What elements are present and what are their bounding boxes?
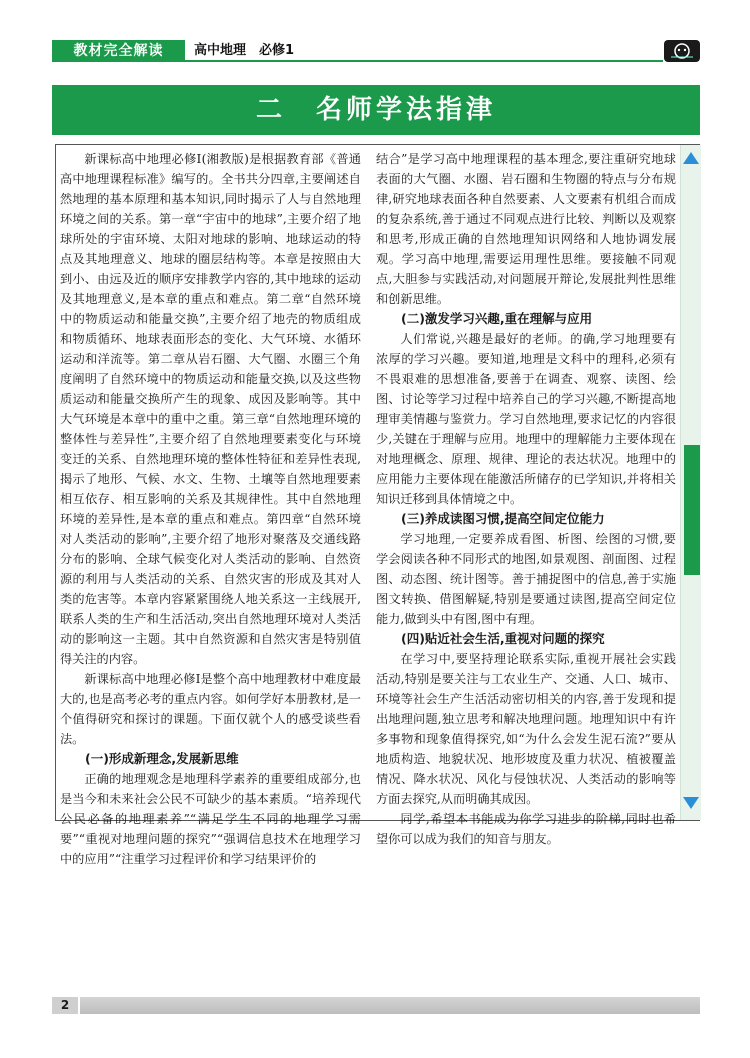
- paragraph: 在学习中,要坚持理论联系实际,重视开展社会实践活动,特别是要关注与工农业生产、交通、人口、城市、环境等社会生产生活活动密切相关的内容,善于发现和提出地理问题,独立思考和解决地理问题。地理知识中有许多事物和现象值得探究,如“为什么会发生泥石流?”要从地质构造、地貌状况、地形坡度及重力状况、植被覆盖情况、降水状况、风化与侵蚀状况、人类活动的影响等方面去探究,从而明确其成因。: [376, 652, 676, 806]
- bear-logo-icon: [668, 42, 696, 60]
- scroll-thumb[interactable]: [684, 445, 700, 575]
- paragraph: 新课标高中地理必修Ⅰ是整个高中地理教材中难度最大的,也是高考必考的重点内容。如何学好本册教材,是一个值得研究和探讨的课题。下面仅就个人的感受谈些看法。: [60, 672, 361, 746]
- paragraph: 正确的地理观念是地理科学素养的重要组成部分,也是当今和未来社会公民不可缺少的基本素质。“培养现代公民必备的地理素养”“满足学生不同的地理学习需要”“重视对地理问题的探究”“强调信息技术在地理学习中的应用”“注重学习过程评价和学习结果评价的: [60, 772, 361, 866]
- paragraph: 学习地理,一定要养成看图、析图、绘图的习惯,要学会阅读各种不同形式的地图,如景观图、剖面图、过程图、动态图、统计图等。善于捕捉图中的信息,善于实施图文转换、借图解疑,特别是要通过读图,提高空间定位能力,做到头中有图,图中有理。: [376, 532, 676, 626]
- paragraph: 人们常说,兴趣是最好的老师。的确,学习地理要有浓厚的学习兴趣。要知道,地理是文科中的理科,必须有不畏艰难的思想准备,要善于在调查、观察、读图、绘图、讨论等学习过程中培养自己的学习兴趣,不断提高地理审美情趣与鉴赏力。学习自然地理,要求记忆的内容很少,关键在于理解与应用。地理中的理解能力主要体现在对地理概念、原理、规律、理论的表达状况。地理中的应用能力主要体现在能激活所储存的已学知识,并将相关知识迁移到具体情境之中。: [376, 332, 676, 506]
- article-frame: [55, 144, 700, 866]
- section-title: 二 名师学法指津: [52, 85, 700, 135]
- subsection-heading: (三)养成读图习惯,提高空间定位能力: [401, 511, 605, 526]
- left-column: [60, 149, 361, 869]
- intro-paragraph: 新课标高中地理必修Ⅰ(湘教版)是根据教育部《普通高中地理课程标准》编写的。全书共分四章,主要阐述自然地理的基本原理和基本知识,同时揭示了人与自然地理环境之间的关系。第一章“宇宙中的地球”,主要介绍了地球所处的宇宙环境、太阳对地球的影响、地球运动的特点及其地理意义、地球的圈层结构等。本章是按照由大到小、由远及近的顺序安排教学内容的,其中地球的运动及其地理意义,是本章的重点和难点。第二章“自然环境中的物质运动和能量交换”,主要介绍了地壳的物质组成和物质循环、地球表面形态的变化、大气环境、水循环运动和洋流等。第二章从岩石圈、大气圈、水圈三个角度阐明了自然环境中的物质运动和能量交换,以及这些物质运动和能量交换所产生的现象、成因及影响等。其中大气环境是本章中的重中之重。第三章“自然地理环境的整体性与差异性”,主要介绍了自然地理要素变化与环境变迁的关系、自然地理环境的整体性特征和差异性表现,揭示了地形、气候、水文、生物、土壤等自然地理要素相互依存、相互影响的关系及其规律性。其中自然地理环境的差异性,是本章的重点和难点。第四章“自然环境对人类活动的影响”,主要介绍了地形对聚落及交通线路分布的影响、全球气候变化对人类活动的影响、自然资源的利用与人类活动的关系、自然灾害的形成及其对人类的危害等。本章内容紧紧围绕人地关系这一主线展开,联系人类的生产和生活活动,突出自然地理环境对人类活动的影响这一主题。其中自然资源和自然灾害是特别值得关注的内容。: [60, 152, 361, 666]
- page-number: 2: [52, 997, 78, 1014]
- triangle-down-icon: [682, 794, 700, 812]
- page-header: [52, 40, 700, 62]
- right-column: [376, 149, 676, 849]
- subsection-heading: (四)贴近社会生活,重视对问题的探究: [401, 631, 605, 646]
- header-subtitle: 高中地理 必修1: [194, 43, 295, 58]
- scrollbar[interactable]: [680, 145, 701, 820]
- scroll-down-button[interactable]: [682, 794, 700, 812]
- publisher-logo: [664, 40, 700, 62]
- header-tag: 教材完全解读: [52, 40, 185, 62]
- subsection-heading: (二)激发学习兴趣,重在理解与应用: [401, 311, 593, 326]
- paragraph: 同学,希望本书能成为你学习进步的阶梯,同时也希望你可以成为我们的知音与朋友。: [376, 812, 676, 846]
- triangle-up-icon: [682, 149, 700, 167]
- subsection-heading: (一)形成新理念,发展新思维: [85, 751, 239, 766]
- paragraph-continued: 结合”是学习高中地理课程的基本理念,要注重研究地球表面的大气圈、水圈、岩石圈和生物圈的特点与分布规律,研究地球表面各种自然要素、人文要素有机组合而成的复杂系统,善于通过不同观点进行比较、判断以及观察和思考,形成正确的自然地理知识网络和人地协调发展观。学习高中地理,需要运用理性思维。要接触不同观点,大胆参与实践活动,对问题展开辩论,发展批判性思维和创新思维。: [376, 152, 676, 306]
- footer-bar: [80, 997, 700, 1014]
- scroll-up-button[interactable]: [682, 149, 700, 167]
